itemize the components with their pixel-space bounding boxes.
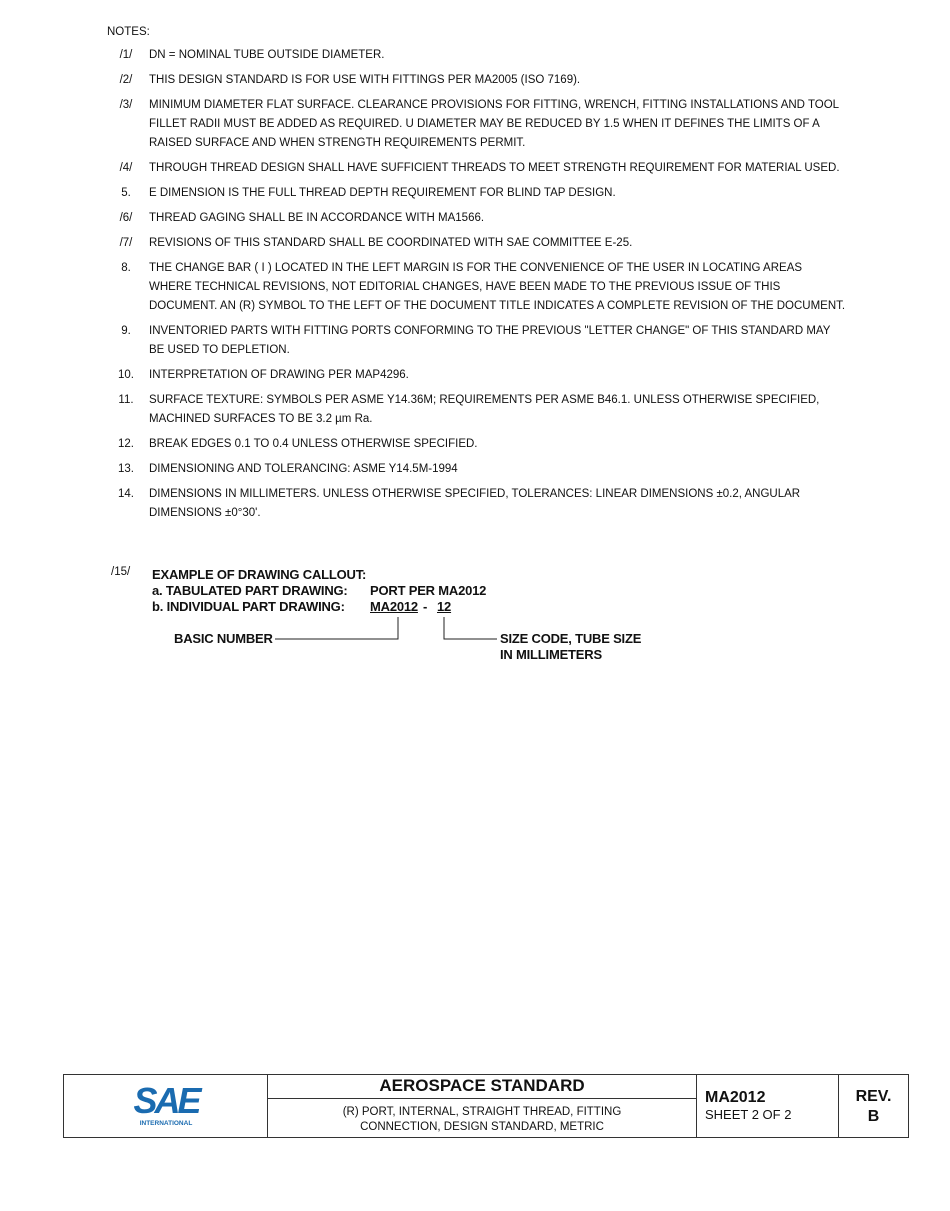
size-code-leader	[444, 617, 497, 639]
note-number: /1/	[119, 49, 133, 61]
note-text: MINIMUM DIAMETER FLAT SURFACE. CLEARANCE PROVISIONS FOR FITTING, WRENCH, FITTING INSTALLATIONS AND TOOL FILLET RADII MUST BE ADDED AS REQUIRED. U DIAMETER MAY BE REDUCED BY 1.5 WHEN IT DEFINES THE LIMITS OF A RAISED SURFACE AND WHEN STRENGTH REQUIREMENTS PERMIT.	[149, 99, 839, 149]
note-number: 11.	[118, 394, 134, 406]
callout-basic-number-value: MA2012	[370, 599, 418, 614]
note-number: 12.	[118, 438, 134, 450]
callout-line-b-label: b. INDIVIDUAL PART DRAWING:	[152, 599, 345, 614]
note-item	[107, 234, 847, 253]
callout-size-label-line1: SIZE CODE, TUBE SIZE	[500, 631, 642, 646]
document-subtitle-line1: (R) PORT, INTERNAL, STRAIGHT THREAD, FITTING	[342, 1106, 622, 1118]
note-item	[107, 71, 847, 90]
note-number: /2/	[119, 74, 133, 86]
note-text: THIS DESIGN STANDARD IS FOR USE WITH FITTINGS PER MA2005 (ISO 7169).	[149, 74, 581, 86]
sae-logo-text: SAE	[132, 1083, 199, 1121]
callout-leader-lines	[107, 566, 707, 676]
notes-list	[107, 46, 847, 529]
note-number: /3/	[119, 99, 133, 111]
callout-line-a-value: PORT PER MA2012	[370, 583, 487, 598]
note-text: DIMENSIONING AND TOLERANCING: ASME Y14.5M-1994	[149, 463, 458, 475]
revision-value: B	[867, 1108, 880, 1125]
title-cell	[268, 1075, 697, 1137]
note-number: 14.	[118, 488, 134, 500]
basic-number-leader	[275, 617, 398, 639]
revision-label: REV.	[855, 1088, 892, 1105]
logo-cell	[64, 1075, 268, 1137]
note-text: DN = NOMINAL TUBE OUTSIDE DIAMETER.	[149, 49, 385, 61]
note-item	[107, 322, 847, 360]
note-number: /4/	[119, 162, 133, 174]
note-item	[107, 460, 847, 479]
note-item	[107, 259, 847, 316]
sheet-number: SHEET 2 OF 2	[705, 1107, 792, 1122]
callout-basic-number-label: BASIC NUMBER	[174, 631, 273, 646]
note-text: THREAD GAGING SHALL BE IN ACCORDANCE WITH MA1566.	[149, 212, 485, 224]
note-item	[107, 209, 847, 228]
note-item	[107, 435, 847, 454]
note-text: INVENTORIED PARTS WITH FITTING PORTS CONFORMING TO THE PREVIOUS "LETTER CHANGE" OF THIS STANDARD MAY BE USED TO DEPLETION.	[149, 325, 831, 356]
note-item	[107, 366, 847, 385]
callout-heading: EXAMPLE OF DRAWING CALLOUT:	[152, 567, 367, 582]
note-text: SURFACE TEXTURE: SYMBOLS PER ASME Y14.36M; REQUIREMENTS PER ASME B46.1. UNLESS OTHERWISE SPECIFIED, MACHINED SURFACES TO BE 3.2 µm Ra.	[149, 394, 820, 425]
document-type-title: AEROSPACE STANDARD	[268, 1075, 696, 1099]
note-item	[107, 391, 847, 429]
note-text: THROUGH THREAD DESIGN SHALL HAVE SUFFICIENT THREADS TO MEET STRENGTH REQUIREMENT FOR MATERIAL USED.	[149, 162, 840, 174]
note-text: INTERPRETATION OF DRAWING PER MAP4296.	[149, 369, 409, 381]
note-number: /6/	[119, 212, 133, 224]
note-item	[107, 159, 847, 178]
note-text: E DIMENSION IS THE FULL THREAD DEPTH REQUIREMENT FOR BLIND TAP DESIGN.	[149, 187, 616, 199]
callout-dash: -	[423, 599, 428, 614]
title-block	[63, 1074, 909, 1138]
note-number: /7/	[119, 237, 133, 249]
note-text: THE CHANGE BAR ( I ) LOCATED IN THE LEFT MARGIN IS FOR THE CONVENIENCE OF THE USER IN LOCATING AREAS WHERE TECHNICAL REVISIONS, NOT EDITORIAL CHANGES, HAVE BEEN MADE TO THE PREVIOUS ISSUE OF THIS DOCUMENT. AN (R) SYMBOL TO THE LEFT OF THE DOCUMENT TITLE INDICATES A COMPLETE REVISION OF THE DOCUMENT.	[149, 262, 846, 312]
callout-number: /15/	[111, 566, 131, 578]
note-number: 9.	[121, 325, 131, 337]
notes-heading: NOTES:	[107, 26, 150, 38]
sae-logo-subtext: INTERNATIONAL	[139, 1120, 192, 1127]
callout-line-a-label: a. TABULATED PART DRAWING:	[152, 583, 348, 598]
note-number: 8.	[121, 262, 131, 274]
note-number: 13.	[118, 463, 134, 475]
note-number: 5.	[121, 187, 131, 199]
note-text: BREAK EDGES 0.1 TO 0.4 UNLESS OTHERWISE SPECIFIED.	[149, 438, 478, 450]
document-number: MA2012	[705, 1089, 766, 1106]
document-subtitle	[268, 1099, 696, 1135]
document-subtitle-line2: CONNECTION, DESIGN STANDARD, METRIC	[360, 1121, 604, 1133]
note-item	[107, 485, 847, 523]
note-item	[107, 96, 847, 153]
note-number: 10.	[118, 369, 134, 381]
drawing-callout-example	[107, 566, 707, 676]
note-item	[107, 184, 847, 203]
callout-size-label-line2: IN MILLIMETERS	[500, 647, 602, 662]
callout-size-code-value: 12	[437, 599, 452, 614]
document-number-cell	[697, 1075, 839, 1137]
note-text: REVISIONS OF THIS STANDARD SHALL BE COORDINATED WITH SAE COMMITTEE E-25.	[149, 237, 633, 249]
note-item	[107, 46, 847, 65]
sae-logo	[121, 1083, 211, 1129]
note-text: DIMENSIONS IN MILLIMETERS. UNLESS OTHERWISE SPECIFIED, TOLERANCES: LINEAR DIMENSIONS ±0.2, ANGULAR DIMENSIONS ±0°30'.	[149, 488, 801, 519]
revision-cell	[839, 1075, 908, 1137]
